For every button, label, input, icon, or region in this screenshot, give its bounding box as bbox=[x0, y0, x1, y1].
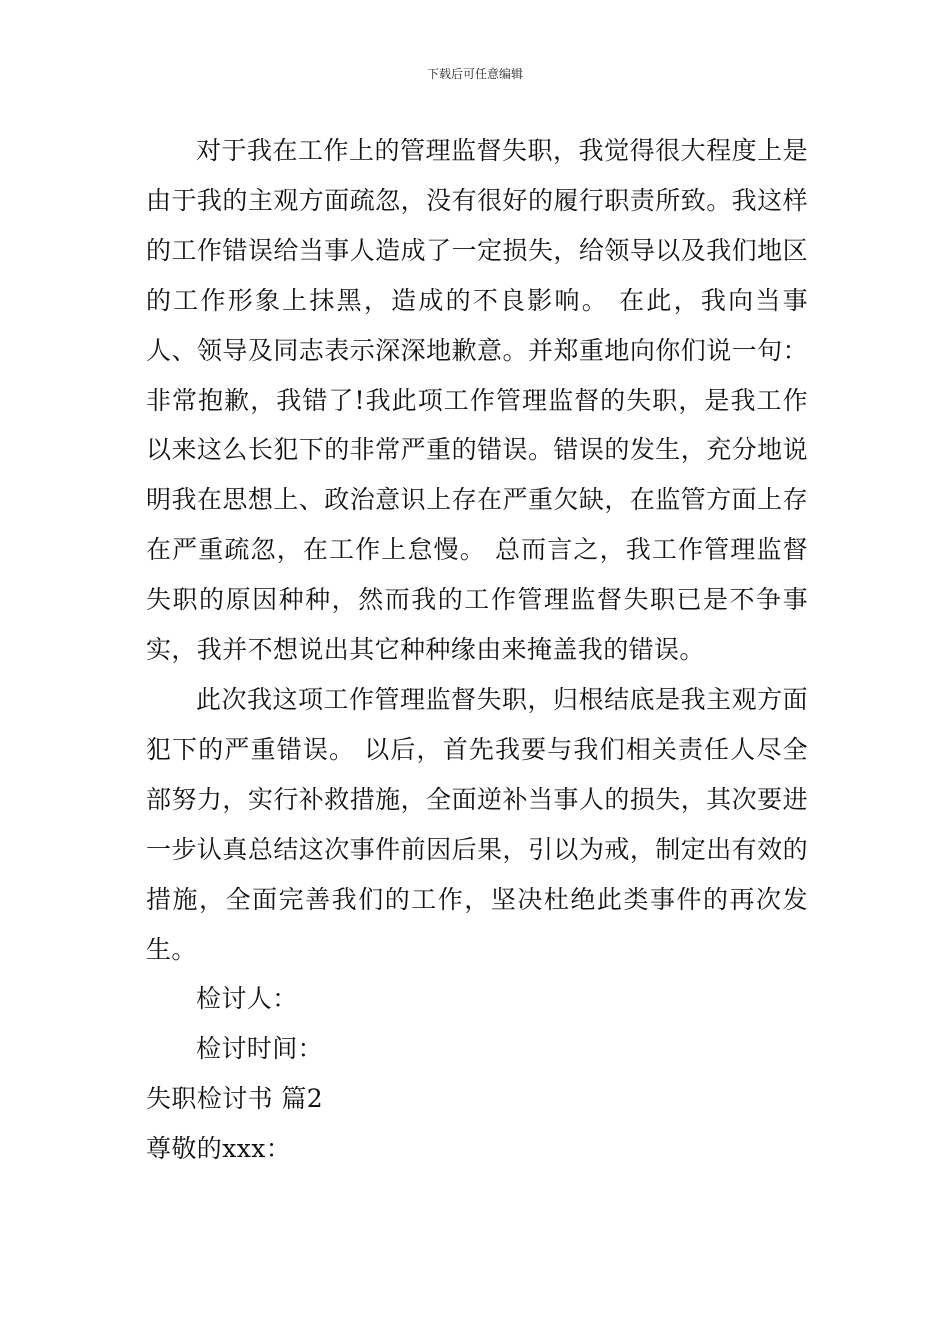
paragraph-1: 对于我在工作上的管理监督失职，我觉得很大程度上是由于我的主观方面疏忽，没有很好的履行职责所致。我这样的工作错误给当事人造成了一定损失，给领导以及我们地区的工作形象上抹黑，造成的不良影响。 在此，我向当事人、领导及同志表示深深地歉意。并郑重地向你们说一句：非常抱歉，我错了!我此项工作管理监督的失职，是我工作以来这么长犯下的非常严重的错误。错误的发生，充分地说明我在思想上、政治意识上存在严重欠缺，在监管方面上存在严重疏忽，在工作上怠慢。 总而言之，我工作管理监督失职的原因种种，然而我的工作管理监督失职已是不争事实，我并不想说出其它种种缘由来掩盖我的错误。 bbox=[146, 136, 808, 665]
salutation: 尊敬的xxx： bbox=[146, 1134, 292, 1164]
signature-time: 检讨时间： bbox=[196, 1034, 324, 1064]
paragraph-2: 此次我这项工作管理监督失职，归根结底是我主观方面犯下的严重错误。 以后，首先我要与我们相关责任人尽全部努力，实行补救措施，全面逆补当事人的损失，其次要进一步认真总结这次事件前因后果，引以为戒，制定出有效的措施，全面完善我们的工作，坚决杜绝此类事件的再次发生。 bbox=[146, 684, 808, 964]
document-body bbox=[146, 126, 808, 1174]
signature-reviewer: 检讨人： bbox=[196, 984, 298, 1014]
page-header-note: 下载后可任意编辑 bbox=[426, 67, 523, 81]
section-title: 失职检讨书 篇2 bbox=[146, 1084, 324, 1114]
